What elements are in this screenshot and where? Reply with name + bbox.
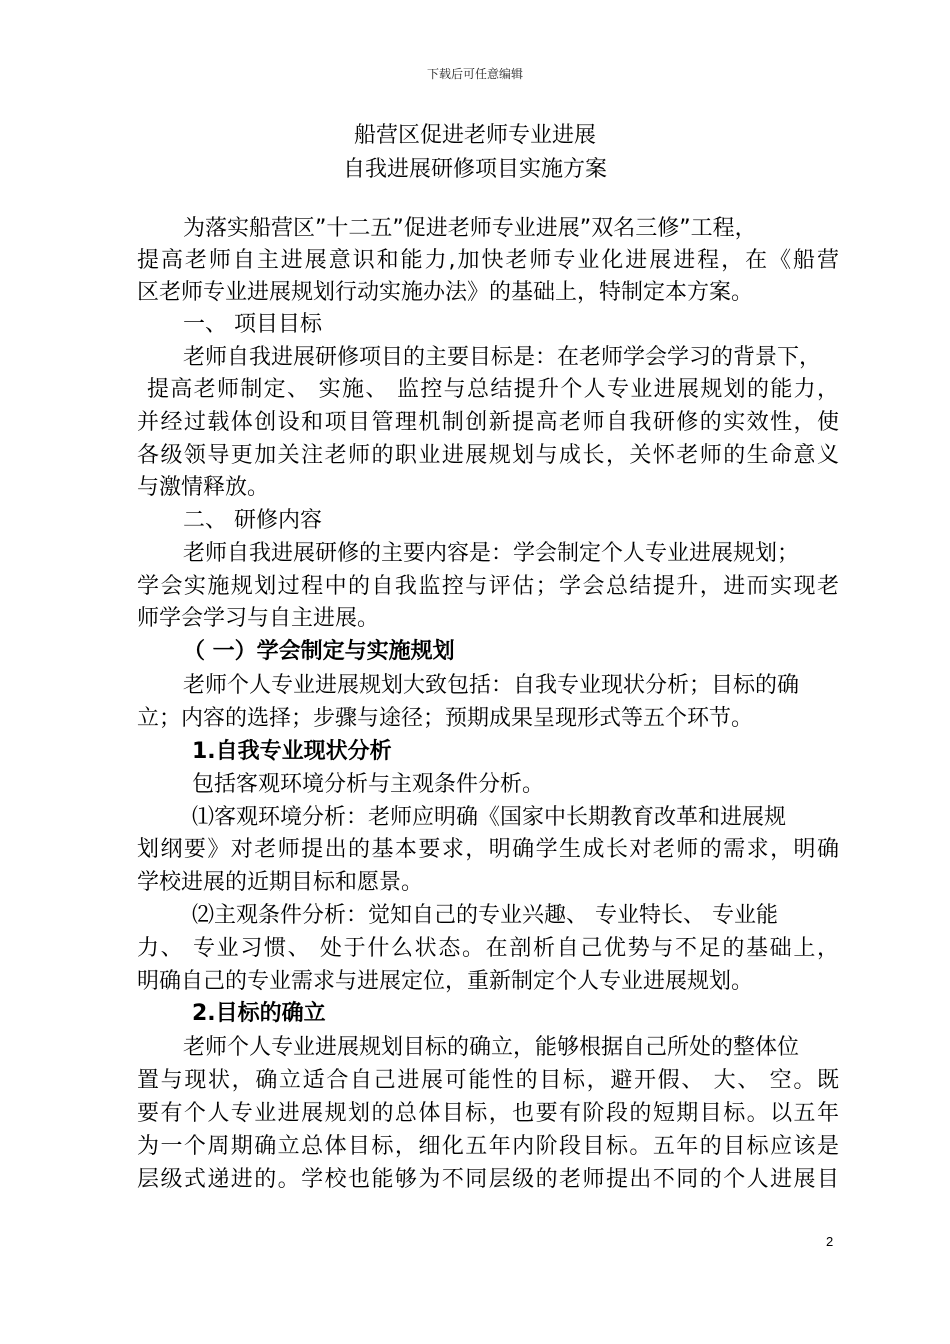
paragraph-line: 提高老师自主进展意识和能力,加快老师专业化进展进程，在《船营 [137, 248, 839, 273]
section-heading: 二、 研修内容 [183, 508, 322, 533]
paragraph-line: 老师自我进展研修的主要内容是：学会制定个人专业进展规划； [183, 541, 800, 566]
paragraph-line: 层级式递进的。学校也能够为不同层级的老师提出不同的个人进展目 [137, 1167, 839, 1192]
paragraph-line: 各级领导更加关注老师的职业进展规划与成长，关怀老师的生命意义 [137, 443, 839, 468]
paragraph-line: 置与现状，确立适合自己进展可能性的目标，避开假、 大、 空。既 [137, 1068, 839, 1093]
paragraph-line: 老师个人专业进展规划目标的确立，能够根据自己所处的整体位 [183, 1035, 800, 1060]
subsection-heading: （ 一）学会制定与实施规划 [183, 639, 455, 664]
page-number: 2 [826, 1234, 834, 1249]
paragraph-line: 并经过载体创设和项目管理机制创新提高老师自我研修的实效性，使 [137, 410, 839, 435]
paragraph-line: 为落实船营区”十二五”促进老师专业进展”双名三修”工程， [183, 216, 757, 241]
document-title-line-1: 船营区促进老师专业进展 [353, 123, 596, 148]
paragraph-line: 与激情释放。 [137, 475, 270, 500]
paragraph-line: 立；内容的选择；步骤与途径；预期成果呈现形式等五个环节。 [137, 706, 754, 731]
paragraph-line: 老师个人专业进展规划大致包括：自我专业现状分析；目标的确 [183, 673, 800, 698]
paragraph-line: 提高老师制定、 实施、 监控与总结提升个人专业进展规划的能力， [147, 377, 839, 402]
paragraph-line: ⑴客观环境分析：老师应明确《国家中长期教育改革和进展规 [192, 805, 787, 830]
paragraph-line: 要有个人专业进展规划的总体目标，也要有阶段的短期目标。以五年 [137, 1101, 839, 1126]
paragraph-line: 老师自我进展研修项目的主要目标是：在老师学会学习的背景下， [183, 345, 822, 370]
paragraph-line: 力、 专业习惯、 处于什么状态。在剖析自己优势与不足的基础上， [137, 936, 839, 961]
numbered-heading: 1.自我专业现状分析 [192, 739, 392, 764]
paragraph-line: 学会实施规划过程中的自我监控与评估；学会总结提升，进而实现老 [137, 574, 839, 599]
document-title-line-2: 自我进展研修项目实施方案 [342, 157, 607, 182]
header-note: 下载后可任意编辑 [426, 67, 523, 81]
paragraph-line: ⑵主观条件分析：觉知自己的专业兴趣、 专业特长、 专业能 [192, 903, 778, 928]
paragraph-line: 师学会学习与自主进展。 [137, 606, 380, 631]
paragraph-line: 包括客观环境分析与主观条件分析。 [192, 772, 545, 797]
paragraph-line: 划纲要》对老师提出的基本要求，明确学生成长对老师的需求，明确 [137, 837, 839, 862]
paragraph-line: 区老师专业进展规划行动实施办法》的基础上，特制定本方案。 [137, 280, 754, 305]
paragraph-line: 学校进展的近期目标和愿景。 [137, 870, 424, 895]
numbered-heading: 2.目标的确立 [192, 1001, 326, 1026]
paragraph-line: 明确自己的专业需求与进展定位，重新制定个人专业进展规划。 [137, 969, 754, 994]
section-heading: 一、 项目目标 [183, 312, 322, 337]
paragraph-line: 为一个周期确立总体目标，细化五年内阶段目标。五年的目标应该是 [137, 1134, 839, 1159]
